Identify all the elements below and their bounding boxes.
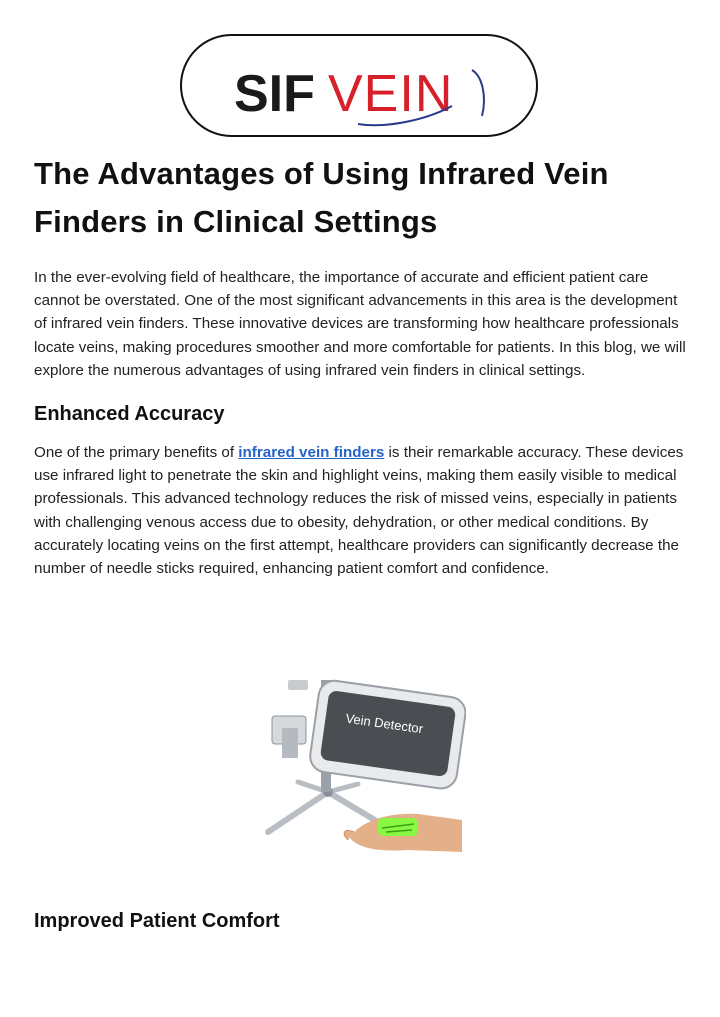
intro-paragraph: In the ever-evolving field of healthcare, the importance of accurate and efficient patient care cannot be overstated. One of the most significant advancements in this area is the development of infrared vein finders. These innovative devices are transforming how healthcare professionals locate veins, making procedures smoother and more comfortable for patients. In this blog, we will explore the numerous advantages of using infrared vein finders in clinical settings. [34, 269, 686, 379]
logo-text-vein: VEIN [328, 65, 454, 123]
article-body [34, 150, 694, 580]
accuracy-text-before: One of the primary benefits of [34, 444, 239, 462]
vein-detector-image [258, 672, 466, 860]
logo-text-sif: SIF [234, 65, 315, 123]
accuracy-text-after: is their remarkable accuracy. These devices use infrared light to penetrate the skin and highlight veins, making them easily visible to medical professionals. This advanced technology reduces the risk of missed veins, especially in patients with challenging venous access due to obesity, dehydration, or other medical conditions. By accurately locating veins on the first attempt, healthcare providers can significantly decrease the number of needle sticks required, enhancing patient comfort and confidence. [34, 444, 684, 578]
accuracy-paragraph [34, 441, 694, 580]
infrared-vein-finders-link[interactable]: infrared vein finders [238, 444, 385, 462]
section-heading-accuracy: Enhanced Accuracy [34, 403, 225, 426]
vein-detector-device [308, 679, 466, 791]
article-title: The Advantages of Using Infrared Vein Finders in Clinical Settings [34, 156, 609, 239]
section-heading-comfort: Improved Patient Comfort [34, 910, 280, 932]
brand-logo[interactable] [180, 34, 538, 137]
hand-illustration [344, 814, 462, 852]
device-label: Vein Detector [344, 710, 425, 737]
stand-clamp [272, 716, 306, 758]
